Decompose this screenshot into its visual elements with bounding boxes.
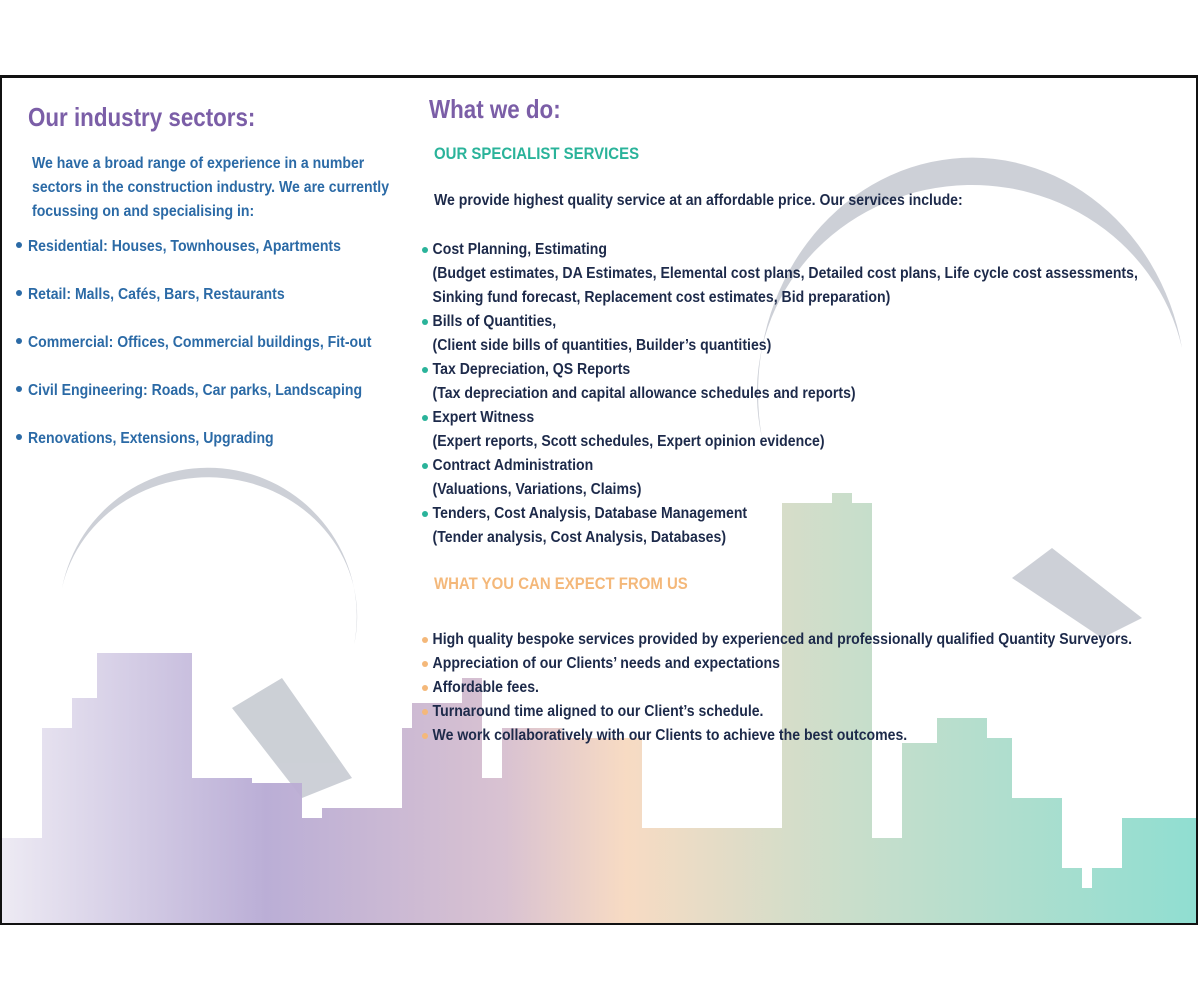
bullet-icon [16, 434, 22, 440]
sector-item-civil-engineering: Civil Engineering: Roads, Car parks, Landscaping [16, 382, 408, 400]
service-detail: (Client side bills of quantities, Builder’s quantities) [432, 337, 772, 354]
service-item-tenders [422, 502, 791, 550]
service-detail: Sinking fund forecast, Replacement cost estimates, Bid preparation) [432, 289, 891, 306]
bullet-icon [16, 386, 22, 392]
service-item-bills-of-quantities [422, 310, 819, 358]
expectation-item: Appreciation of our Clients’ needs and expectations [422, 652, 829, 676]
service-detail: (Valuations, Variations, Claims) [432, 481, 642, 498]
expectation-item: Turnaround time aligned to our Client’s schedule. [422, 700, 810, 724]
industry-sectors-heading: Our industry sectors: [28, 102, 256, 132]
service-detail: (Tender analysis, Cost Analysis, Databases) [432, 529, 727, 546]
industry-sectors-intro: We have a broad range of experience in a number sectors in the construction industry. We are currently focussing on and specialising in: [32, 155, 390, 220]
service-detail: (Budget estimates, DA Estimates, Elemental cost plans, Detailed cost plans, Life cycle cost assessments, [432, 265, 1138, 282]
what-we-do-heading: What we do: [429, 94, 561, 124]
bullet-icon [16, 242, 22, 248]
sector-item-residential: Residential: Houses, Townhouses, Apartments [16, 238, 384, 256]
brochure-page [0, 75, 1198, 925]
expectation-item: Affordable fees. [422, 676, 555, 700]
sector-item-retail: Retail: Malls, Cafés, Bars, Restaurants [16, 286, 320, 304]
bullet-icon [16, 338, 22, 344]
specialist-services-heading: OUR SPECIALIST SERVICES [434, 144, 640, 163]
bullet-icon [16, 290, 22, 296]
service-item-contract-administration [422, 454, 671, 502]
service-item-expert-witness [422, 406, 879, 454]
sector-item-renovations: Renovations, Extensions, Upgrading [16, 430, 307, 448]
service-title: Contract Administration [432, 457, 594, 474]
expectation-item: High quality bespoke services provided by experienced and professionally qualified Quantity Surveyors. [422, 628, 1198, 652]
service-title: Tenders, Cost Analysis, Database Management [432, 505, 748, 522]
service-detail: (Tax depreciation and capital allowance schedules and reports) [432, 385, 856, 402]
service-title: Cost Planning, Estimating [432, 241, 608, 258]
service-title: Bills of Quantities, [432, 313, 557, 330]
service-detail: (Expert reports, Scott schedules, Expert opinion evidence) [432, 433, 825, 450]
service-item-cost-planning [422, 238, 1198, 310]
sector-item-commercial: Commercial: Offices, Commercial buildings, Fit-out [16, 334, 418, 352]
expect-heading: WHAT YOU CAN EXPECT FROM US [434, 574, 688, 593]
service-title: Tax Depreciation, QS Reports [432, 361, 631, 378]
expectation-item: We work collaboratively with our Clients to achieve the best outcomes. [422, 724, 973, 748]
service-title: Expert Witness [432, 409, 535, 426]
service-item-tax-depreciation [422, 358, 915, 406]
services-intro: We provide highest quality service at an affordable price. Our services include: [434, 192, 963, 209]
